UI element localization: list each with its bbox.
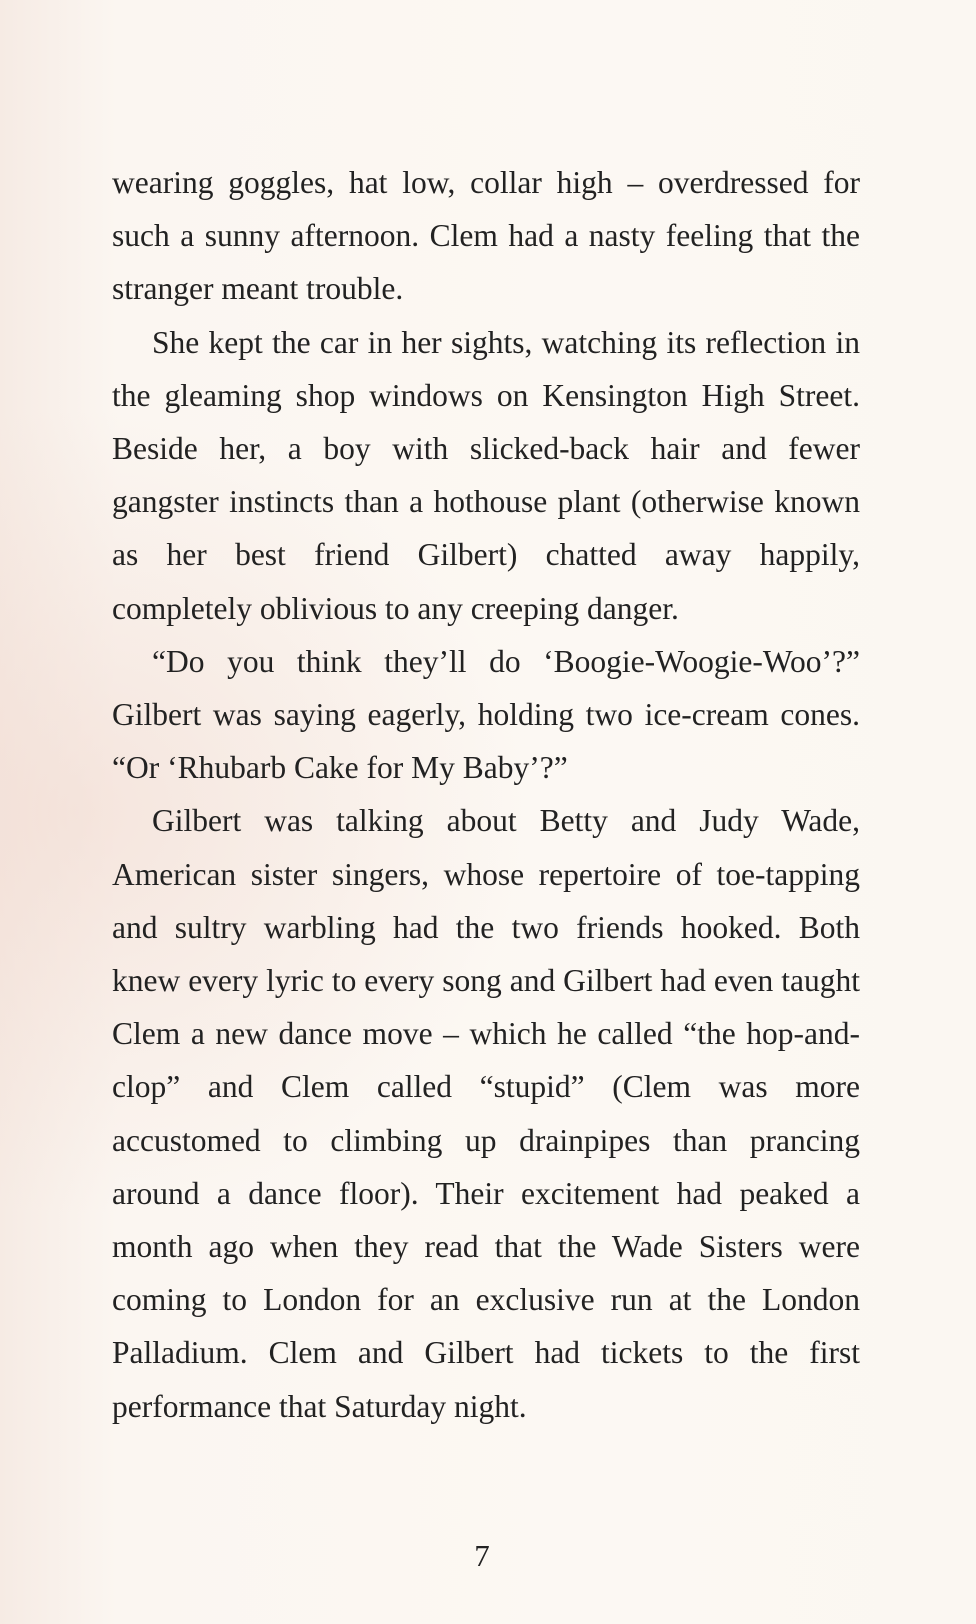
paragraph-4: Gilbert was talking about Betty and Judy Wade, American sister singers, whose repertoire of toe-tapping and sultry warbling had the two friends hooked. Both knew every lyric to every song and Gilbert had even taught Clem a new dance move – which he called “the hop-and-clop” and Clem called “stupid” (Clem was more accustomed to climbing up drainpipes than prancing around a dance floor). Their excitement had peaked a month ago when they read that the Wade Sisters were coming to London for an exclusive run at the London Palladium. Clem and Gilbert had tickets to the first performance that Saturday night. (112, 803, 860, 1424)
body-text (112, 156, 860, 1433)
page-number: 7 (474, 1538, 490, 1573)
paragraph-1: wearing goggles, hat low, collar high – overdressed for such a sunny afternoon. Clem had a nasty feeling that the stranger meant trouble. (112, 165, 860, 307)
paragraph-2: She kept the car in her sights, watching its reflection in the gleaming shop windows on Kensington High Street. Beside her, a boy with slicked-back hair and fewer gangster instincts than a hothouse plant (otherwise known as her best friend Gilbert) chatted away happily, completely oblivious to any creeping danger. (112, 324, 860, 626)
paragraph-3: “Do you think they’ll do ‘Boogie-Woogie-Woo’?” Gilbert was saying eagerly, holding two ice-cream cones. “Or ‘Rhubarb Cake for My Baby’?” (112, 643, 860, 786)
